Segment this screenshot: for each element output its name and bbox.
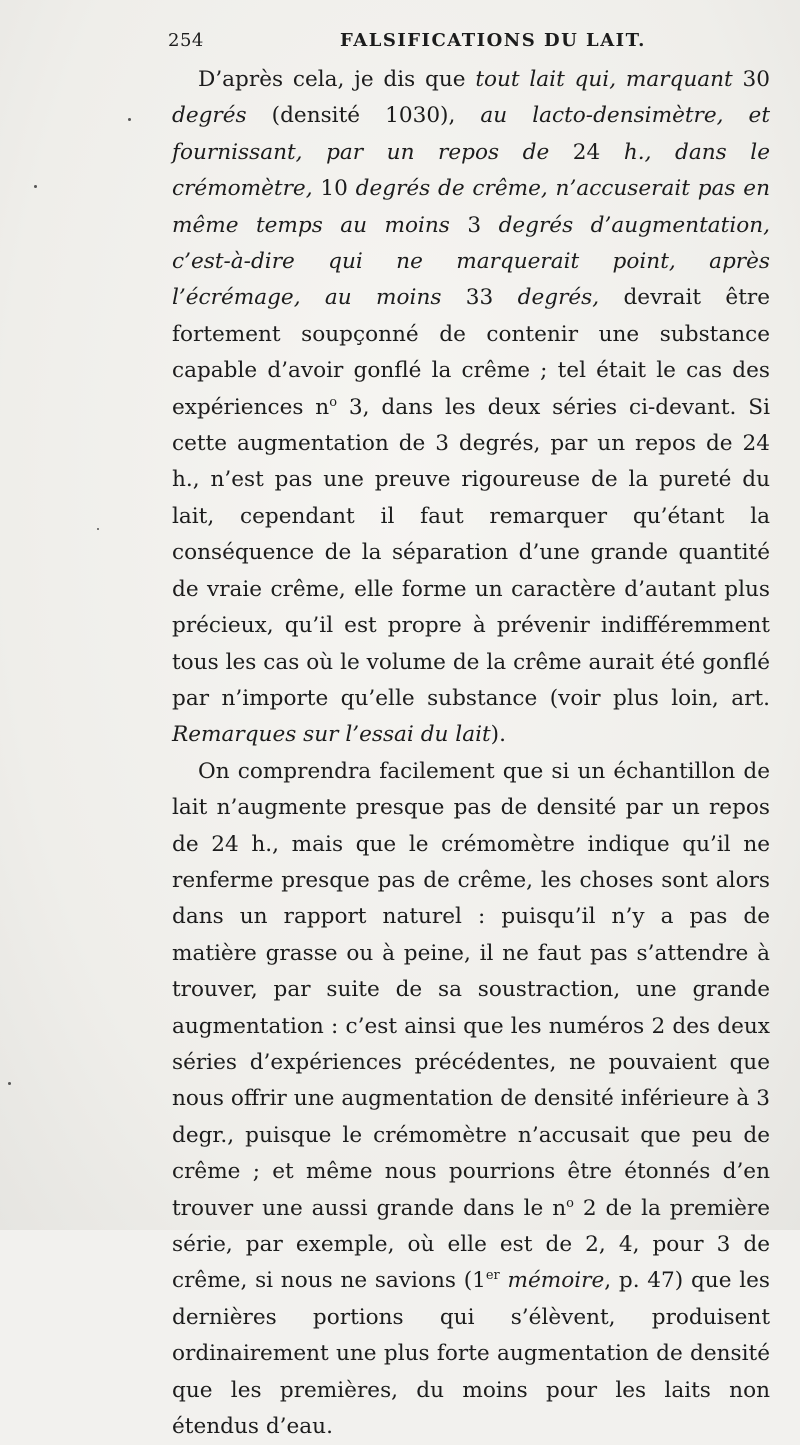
text-run — [500, 1268, 508, 1293]
text-run: 33 — [441, 285, 518, 311]
page-number: 254 — [168, 30, 204, 51]
italic-text: h., dans le crémomètre, — [172, 139, 770, 202]
superscript: o — [329, 394, 338, 410]
page-header — [168, 30, 773, 60]
superscript: er — [485, 1268, 500, 1284]
margin-speck — [34, 185, 37, 188]
italic-text: tout lait qui, marquant — [475, 67, 733, 92]
italic-text: degrés de crême, n’accuserait pas en même temps au moins — [172, 176, 770, 238]
text-run: 3, dans les deux séries ci-devant. Si cette augmentation de 3 degrés, par un repos de 24 h., n’est pas une preuve rigoureuse de la pureté du lait, cependant il faut remarquer qu’étant la conséquence de la séparation d’une grande quantité de vraie crême, elle forme un caractère d’autant plus précieux, qu’il est propre à prévenir indifféremment tous les cas où le volume de la crême aurait été gonflé par n’importe qu’elle substance (voir plus loin, art. — [172, 394, 770, 711]
text-run: 10 — [312, 176, 356, 202]
italic-text: degrés d’augmentation, c’est-à-dire qui ne marquerait point, après l’écrémage, au moins — [172, 212, 770, 311]
text-run: On comprendra facilement que si un échantillon de lait n’augmente presque pas de densité par un repos de 24 h., mais que le crémomètre indique qu’il ne renferme presque pas de crême, les choses sont alors dans un rapport naturel : puisqu’il n’y a pas de matière grasse ou à peine, il ne faut pas s’attendre à trouver, par suite de sa soustraction, une grande augmentation : c’est ainsi que les numéros 2 des deux séries d’expériences précédentes, ne pouvaient que nous offrir une augmentation de densité inférieure à 3 degr., puisque le crémomètre n’accusait que peu de crême ; et même nous pourrions être étonnés d’en trouver une aussi grande dans le n — [172, 758, 770, 1221]
italic-text: au lacto-densimètre, et fournissant, par un repos de — [172, 103, 770, 165]
text-run: , p. 47) que les dernières portions qui s’élèvent, produisent ordinairement une plus forte augmentation de densité que les premières, du moins pour les laits non étendus d’eau. — [172, 1268, 770, 1440]
italic-text: degrés, — [517, 285, 600, 311]
superscript: o — [566, 1195, 574, 1211]
margin-speck — [8, 1082, 11, 1085]
running-head: FALSIFICATIONS DU LAIT. — [340, 30, 646, 51]
text-run: 3 — [449, 212, 499, 238]
text-run: 24 — [549, 139, 624, 165]
body-text — [172, 62, 770, 1445]
text-run: ). — [490, 722, 506, 748]
italic-text: degrés — [172, 103, 247, 129]
margin-speck — [97, 528, 99, 530]
paragraph-1 — [172, 62, 770, 754]
text-run: 2 de la première série, par exemple, où elle est de 2, 4, pour 3 de crême, si nous ne savions (1 — [172, 1195, 770, 1294]
text-run: (densité 1030), — [246, 103, 481, 129]
italic-text: mémoire — [507, 1268, 605, 1294]
italic-text: Remarques sur l’essai du lait — [172, 722, 491, 748]
paragraph-2 — [172, 754, 770, 1445]
text-run: D’après cela, je dis que — [198, 67, 476, 92]
margin-speck — [128, 118, 131, 121]
text-run: devrait être fortement soupçonné de contenir une substance capable d’avoir gonflé la crême ; tel était le cas des expériences n — [172, 285, 770, 420]
text-run: 30 — [732, 67, 770, 92]
